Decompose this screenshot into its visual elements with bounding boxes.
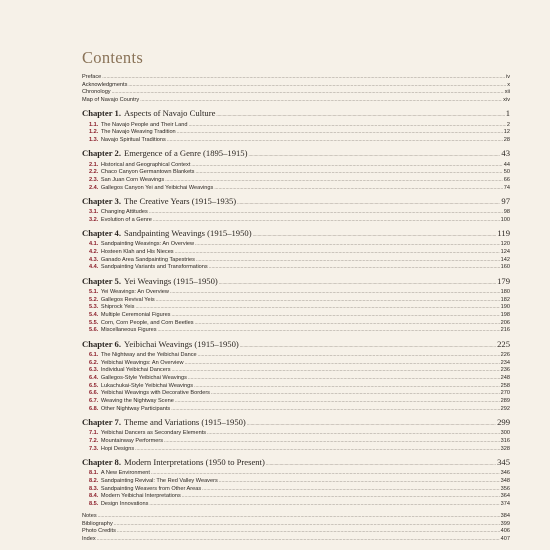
- section-label: The Nightway and the Yeibichai Dance: [100, 351, 197, 358]
- section-page: 28: [503, 137, 510, 144]
- section-number: 5.2.: [89, 296, 99, 303]
- section-entry[interactable]: [82, 209, 510, 217]
- dot-leader: [172, 367, 500, 375]
- chapter-page: 179: [497, 275, 510, 286]
- dot-leader: [195, 320, 500, 328]
- dot-leader: [253, 231, 497, 241]
- section-entry[interactable]: [82, 264, 510, 272]
- chapter-heading[interactable]: [82, 108, 510, 121]
- front-matter-entry-page: x: [507, 81, 510, 88]
- chapter-title: Theme and Variations (1915–1950): [124, 417, 246, 428]
- chapter-title: The Creative Years (1915–1935): [124, 195, 237, 206]
- section-page: 300: [500, 430, 510, 437]
- dot-leader: [117, 528, 500, 536]
- section-entry[interactable]: [82, 446, 510, 454]
- section-label: Yei Weavings: An Overview: [100, 288, 169, 295]
- dot-leader: [202, 486, 499, 494]
- section-page: 142: [500, 256, 510, 263]
- section-number: 8.4.: [89, 493, 99, 500]
- section-number: 5.4.: [89, 312, 99, 319]
- dot-leader: [240, 342, 496, 352]
- section-label: Individual Yeibichai Dancers: [100, 367, 171, 374]
- dot-leader: [211, 390, 500, 398]
- chapter-number: Chapter 5.: [82, 275, 121, 286]
- section-label: Gallegos Revival Yeis: [100, 296, 155, 303]
- section-label: Sandpainting Weavings: An Overview: [100, 241, 195, 248]
- section-entry[interactable]: [82, 360, 510, 368]
- chapters-list: [82, 108, 510, 508]
- section-number: 1.3.: [89, 137, 99, 144]
- dot-leader: [135, 446, 500, 454]
- section-page: 66: [503, 176, 510, 183]
- section-page: 216: [500, 327, 510, 334]
- section-label: Hosteen Klah and His Nieces: [100, 249, 174, 256]
- section-number: 4.3.: [89, 256, 99, 263]
- chapter-number: Chapter 6.: [82, 338, 121, 349]
- chapter-heading[interactable]: [82, 339, 510, 352]
- dot-leader: [219, 279, 496, 289]
- section-entry[interactable]: [82, 478, 510, 486]
- chapter-heading[interactable]: [82, 457, 510, 470]
- section-label: Sandpainting Revival: The Red Valley Weavers: [100, 477, 218, 484]
- chapter-block: [82, 148, 510, 192]
- section-number: 3.2.: [89, 216, 99, 223]
- dot-leader: [266, 460, 496, 470]
- chapter-block: [82, 417, 510, 453]
- chapter-title: Modern Interpretations (1950 to Present): [124, 457, 265, 468]
- section-label: Yeibichai Weavings with Decorative Borders: [100, 390, 210, 397]
- section-number: 1.2.: [89, 129, 99, 136]
- chapter-page: 225: [497, 338, 510, 349]
- dot-leader: [194, 383, 500, 391]
- dot-leader: [182, 493, 500, 501]
- section-number: 4.1.: [89, 241, 99, 248]
- section-label: Design Innovations: [100, 501, 149, 508]
- section-number: 8.5.: [89, 501, 99, 508]
- dot-leader: [170, 289, 500, 297]
- section-entry[interactable]: [82, 375, 510, 383]
- section-number: 5.5.: [89, 319, 99, 326]
- dot-leader: [195, 241, 500, 249]
- section-number: 5.1.: [89, 288, 99, 295]
- section-page: 364: [500, 493, 510, 500]
- dot-leader: [114, 521, 500, 529]
- section-page: 248: [500, 375, 510, 382]
- chapter-page: 119: [497, 228, 510, 239]
- section-number: 2.3.: [89, 176, 99, 183]
- section-page: 234: [500, 359, 510, 366]
- front-matter-entry-page: iv: [505, 74, 510, 80]
- front-matter-entry[interactable]: [82, 82, 510, 90]
- section-label: A New Environment: [100, 470, 150, 477]
- dot-leader: [140, 97, 502, 105]
- dot-leader: [128, 82, 506, 90]
- dot-leader: [151, 470, 500, 478]
- chapter-heading[interactable]: [82, 196, 510, 209]
- section-label: Miscellaneous Figures: [100, 327, 157, 334]
- section-entry[interactable]: [82, 493, 510, 501]
- chapter-number: Chapter 1.: [82, 108, 121, 119]
- dot-leader: [167, 137, 503, 145]
- chapter-page: 97: [501, 195, 510, 206]
- section-number: 2.1.: [89, 161, 99, 168]
- dot-leader: [156, 297, 500, 305]
- section-entry[interactable]: [82, 383, 510, 391]
- section-number: 6.8.: [89, 405, 99, 412]
- section-number: 4.4.: [89, 264, 99, 271]
- chapter-title: Sandpainting Weavings (1915–1950): [124, 228, 252, 239]
- chapter-block: [82, 228, 510, 272]
- front-matter-list: [82, 74, 510, 105]
- section-entry[interactable]: [82, 241, 510, 249]
- chapter-title: Yei Weavings (1915–1950): [124, 275, 218, 286]
- section-page: 120: [500, 241, 510, 248]
- chapter-number: Chapter 4.: [82, 228, 121, 239]
- front-matter-entry-label: Acknowledgments: [82, 81, 128, 88]
- front-matter-entry[interactable]: [82, 74, 510, 82]
- dot-leader: [165, 177, 503, 185]
- section-label: Chaco Canyon Germantown Blankets: [100, 169, 195, 176]
- front-matter-entry-label: Preface: [82, 74, 102, 80]
- dot-leader: [198, 352, 500, 360]
- back-matter-entry-label: Photo Credits: [82, 528, 116, 535]
- section-label: Yeibichai Weavings: An Overview: [100, 359, 184, 366]
- dot-leader: [195, 169, 502, 177]
- section-page: 236: [500, 367, 510, 374]
- section-label: Gallegos-Style Yeibichai Weavings: [100, 375, 187, 382]
- section-page: 44: [503, 161, 510, 168]
- back-matter-entry[interactable]: [82, 513, 510, 521]
- back-matter-entry-label: Index: [82, 535, 96, 542]
- section-entry[interactable]: [82, 352, 510, 360]
- section-page: 328: [500, 445, 510, 452]
- front-matter-entry-page: xii: [504, 89, 510, 96]
- section-page: 289: [500, 398, 510, 405]
- section-entry[interactable]: [82, 297, 510, 305]
- section-entry[interactable]: [82, 320, 510, 328]
- section-label: Hopi Designs: [100, 445, 135, 452]
- chapter-page: 43: [501, 148, 510, 159]
- dot-leader: [247, 420, 496, 430]
- section-label: Lukachukai-Style Yeibichai Weavings: [100, 382, 194, 389]
- section-number: 6.5.: [89, 382, 99, 389]
- section-entry[interactable]: [82, 185, 510, 193]
- section-label: Navajo Spiritual Traditions: [100, 137, 166, 144]
- dot-leader: [149, 209, 503, 217]
- section-page: 98: [503, 209, 510, 216]
- section-number: 5.3.: [89, 304, 99, 311]
- section-page: 12: [503, 129, 510, 136]
- chapter-title: Yeibichai Weavings (1915–1950): [124, 338, 239, 349]
- section-label: Mountainway Performers: [100, 438, 164, 445]
- section-page: 100: [500, 216, 510, 223]
- section-entry[interactable]: [82, 327, 510, 335]
- dot-leader: [177, 129, 503, 137]
- dot-leader: [175, 398, 500, 406]
- section-number: 6.4.: [89, 375, 99, 382]
- section-number: 1.1.: [89, 121, 99, 128]
- front-matter-entry[interactable]: [82, 89, 510, 97]
- dot-leader: [175, 249, 500, 257]
- chapter-title: Emergence of a Genre (1895–1915): [124, 148, 248, 159]
- chapter-heading[interactable]: [82, 417, 510, 430]
- section-number: 6.1.: [89, 351, 99, 358]
- chapter-page: 345: [497, 457, 510, 468]
- section-label: Evolution of a Genre: [100, 216, 152, 223]
- section-number: 2.4.: [89, 184, 99, 191]
- chapter-number: Chapter 8.: [82, 457, 121, 468]
- section-entry[interactable]: [82, 129, 510, 137]
- dot-leader: [214, 185, 502, 193]
- dot-leader: [158, 327, 500, 335]
- section-entry[interactable]: [82, 398, 510, 406]
- section-label: Modern Yeibichai Interpretations: [100, 493, 181, 500]
- section-entry[interactable]: [82, 289, 510, 297]
- dot-leader: [219, 478, 500, 486]
- section-label: Gallegos Canyon Yei and Yeibichai Weavings: [100, 184, 214, 191]
- chapter-number: Chapter 7.: [82, 417, 121, 428]
- dot-leader: [189, 122, 506, 130]
- chapter-block: [82, 457, 510, 509]
- section-page: 2: [506, 121, 510, 128]
- section-label: Corn, Corn People, and Corn Beetles: [100, 319, 194, 326]
- front-matter-entry[interactable]: [82, 97, 510, 105]
- section-number: 8.2.: [89, 477, 99, 484]
- section-page: 190: [500, 304, 510, 311]
- section-label: Historical and Geographical Context: [100, 161, 191, 168]
- dot-leader: [153, 217, 500, 225]
- section-entry[interactable]: [82, 217, 510, 225]
- dot-leader: [102, 74, 505, 82]
- section-page: 124: [500, 249, 510, 256]
- chapter-heading[interactable]: [82, 276, 510, 289]
- chapter-title: Aspects of Navajo Culture: [124, 108, 216, 119]
- section-entry[interactable]: [82, 162, 510, 170]
- section-page: 50: [503, 169, 510, 176]
- dot-leader: [191, 162, 502, 170]
- dot-leader: [209, 264, 500, 272]
- back-matter-entry[interactable]: [82, 528, 510, 536]
- back-matter-entry-page: 406: [500, 528, 510, 535]
- section-number: 8.3.: [89, 485, 99, 492]
- back-matter-entry-page: 384: [500, 512, 510, 519]
- section-entry[interactable]: [82, 367, 510, 375]
- dot-leader: [98, 513, 500, 521]
- chapter-block: [82, 196, 510, 225]
- section-page: 198: [500, 312, 510, 319]
- section-entry[interactable]: [82, 312, 510, 320]
- section-number: 6.3.: [89, 367, 99, 374]
- section-label: San Juan Corn Weavings: [100, 176, 165, 183]
- section-label: Ganado Area Sandpainting Tapestries: [100, 256, 195, 263]
- dot-leader: [171, 312, 499, 320]
- section-number: 8.1.: [89, 470, 99, 477]
- page-title: Contents: [82, 48, 144, 67]
- dot-leader: [171, 406, 499, 414]
- back-matter-list: [82, 513, 510, 544]
- section-entry[interactable]: [82, 390, 510, 398]
- section-page: 74: [503, 184, 510, 191]
- back-matter-entry-label: Bibliography: [82, 520, 113, 527]
- front-matter-entry-label: Chronology: [82, 89, 111, 96]
- section-page: 292: [500, 405, 510, 412]
- back-matter-entry-page: 407: [500, 535, 510, 542]
- dot-leader: [97, 536, 500, 544]
- dot-leader: [135, 304, 499, 312]
- section-page: 258: [500, 382, 510, 389]
- section-label: The Navajo People and Their Land: [100, 121, 188, 128]
- section-label: Sandpainting Variants and Transformations: [100, 264, 208, 271]
- chapter-page: 299: [497, 417, 510, 428]
- section-page: 160: [500, 264, 510, 271]
- section-label: Shiprock Yeis: [100, 304, 135, 311]
- chapter-heading[interactable]: [82, 228, 510, 241]
- section-number: 6.6.: [89, 390, 99, 397]
- section-entry[interactable]: [82, 169, 510, 177]
- section-number: 7.2.: [89, 438, 99, 445]
- section-page: 316: [500, 438, 510, 445]
- dot-leader: [112, 89, 504, 97]
- section-entry[interactable]: [82, 122, 510, 130]
- section-number: 6.2.: [89, 359, 99, 366]
- section-number: 2.2.: [89, 169, 99, 176]
- section-page: 348: [500, 477, 510, 484]
- section-entry[interactable]: [82, 501, 510, 509]
- section-label: Changing Attitudes: [100, 209, 148, 216]
- back-matter-entry-label: Notes: [82, 512, 97, 519]
- section-label: The Navajo Weaving Tradition: [100, 129, 176, 136]
- dot-leader: [207, 430, 500, 438]
- section-label: Sandpainting Weavers from Other Areas: [100, 485, 202, 492]
- section-label: Yeibichai Dancers as Secondary Elements: [100, 430, 207, 437]
- section-page: 206: [500, 319, 510, 326]
- dot-leader: [216, 111, 504, 121]
- dot-leader: [188, 375, 500, 383]
- section-entry[interactable]: [82, 257, 510, 265]
- section-number: 4.2.: [89, 249, 99, 256]
- section-page: 270: [500, 390, 510, 397]
- section-number: 7.1.: [89, 430, 99, 437]
- dot-leader: [237, 199, 500, 209]
- section-entry[interactable]: [82, 430, 510, 438]
- section-entry[interactable]: [82, 249, 510, 257]
- section-entry[interactable]: [82, 304, 510, 312]
- dot-leader: [164, 438, 500, 446]
- back-matter-entry-page: 399: [500, 520, 510, 527]
- section-entry[interactable]: [82, 177, 510, 185]
- section-page: 182: [500, 296, 510, 303]
- section-number: 3.1.: [89, 209, 99, 216]
- chapter-page: 1: [505, 108, 510, 119]
- section-page: 356: [500, 485, 510, 492]
- chapter-block: [82, 339, 510, 414]
- section-page: 374: [500, 501, 510, 508]
- section-number: 7.3.: [89, 445, 99, 452]
- section-entry[interactable]: [82, 406, 510, 414]
- section-number: 6.7.: [89, 398, 99, 405]
- dot-leader: [248, 151, 500, 161]
- front-matter-entry-page: xiv: [503, 97, 510, 104]
- section-entry[interactable]: [82, 470, 510, 478]
- dot-leader: [196, 257, 500, 265]
- back-matter-entry[interactable]: [82, 521, 510, 529]
- section-page: 226: [500, 351, 510, 358]
- section-entry[interactable]: [82, 438, 510, 446]
- dot-leader: [185, 360, 500, 368]
- section-entry[interactable]: [82, 486, 510, 494]
- dot-leader: [149, 501, 499, 509]
- section-number: 5.6.: [89, 327, 99, 334]
- section-label: Other Nightway Participants: [100, 405, 171, 412]
- front-matter-entry-label: Map of Navajo Country: [82, 97, 140, 104]
- chapter-block: [82, 276, 510, 335]
- chapter-number: Chapter 3.: [82, 195, 121, 206]
- section-entry[interactable]: [82, 137, 510, 145]
- chapter-block: [82, 108, 510, 144]
- section-label: Weaving the Nightway Scene: [100, 398, 174, 405]
- section-page: 346: [500, 470, 510, 477]
- section-label: Multiple Ceremonial Figures: [100, 312, 171, 319]
- back-matter-entry[interactable]: [82, 536, 510, 544]
- section-page: 180: [500, 288, 510, 295]
- chapter-number: Chapter 2.: [82, 148, 121, 159]
- chapter-heading[interactable]: [82, 148, 510, 161]
